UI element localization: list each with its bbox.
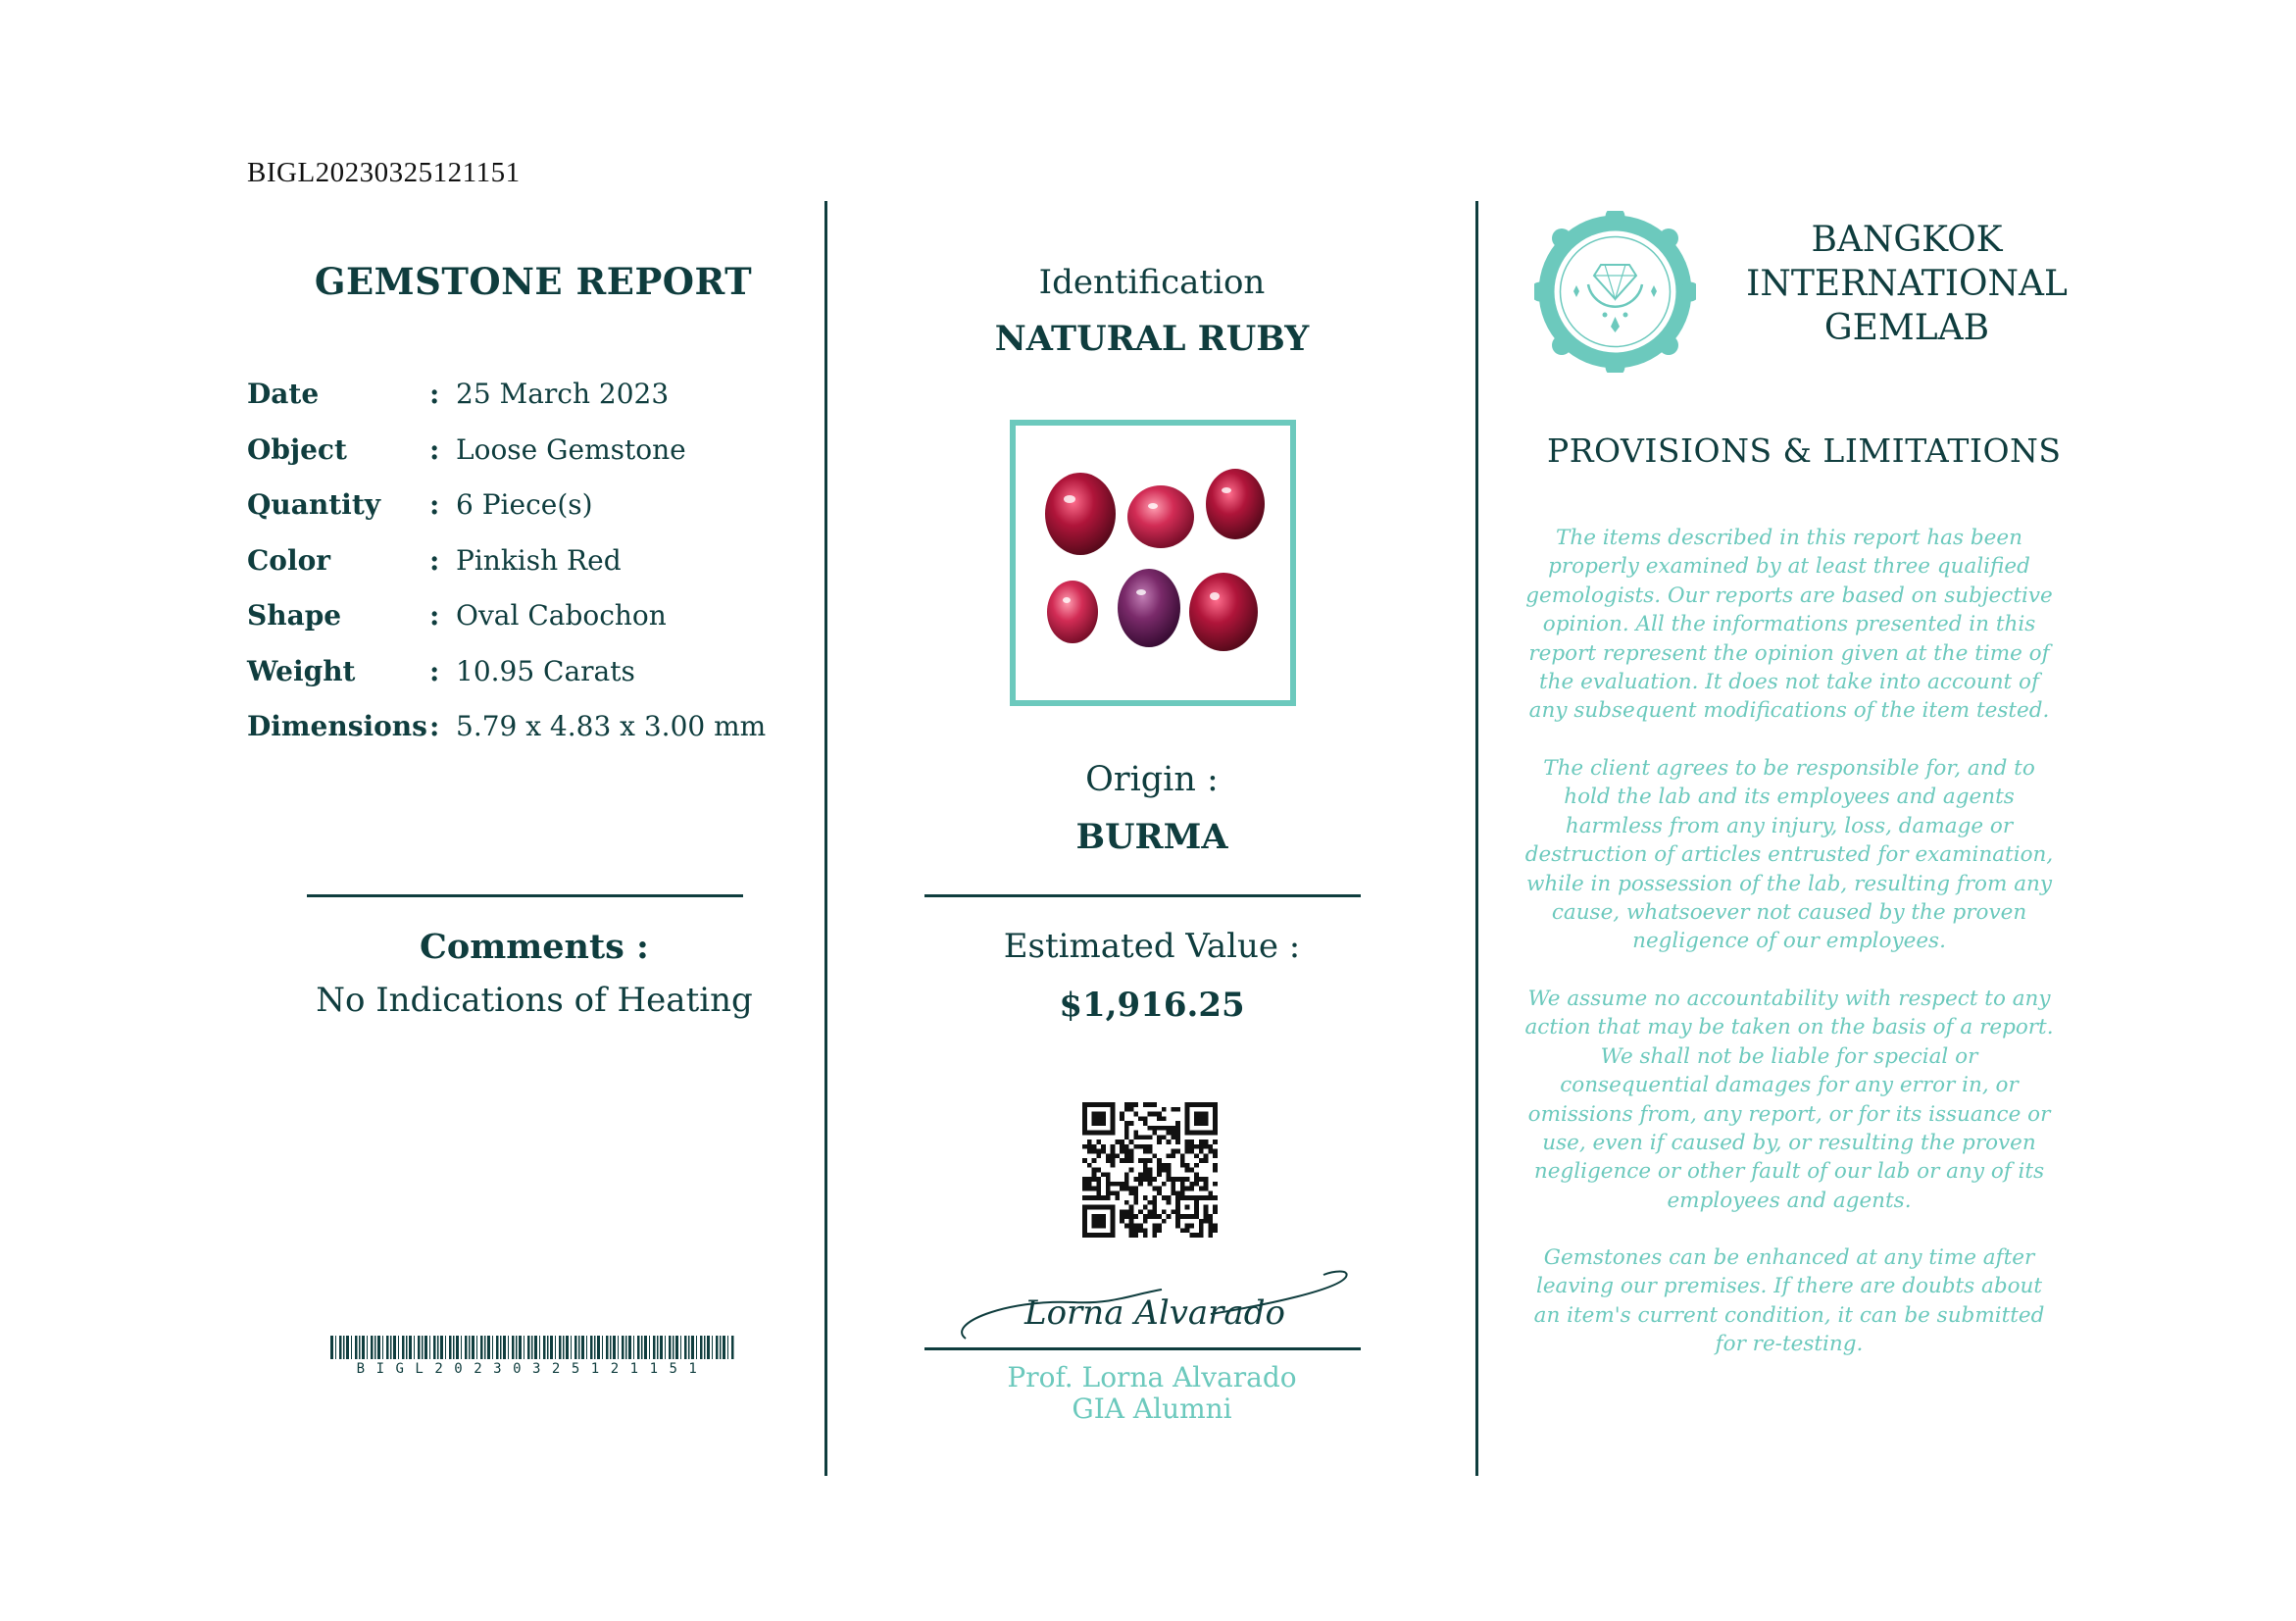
field-row-shape — [247, 599, 835, 642]
divider-estimated-value — [924, 894, 1361, 897]
provisions-title: PROVISIONS & LIMITATIONS — [1547, 431, 2062, 470]
comments-value: No Indications of Heating — [316, 981, 753, 1020]
report-title: GEMSTONE REPORT — [314, 260, 753, 303]
identification-value: NATURAL RUBY — [994, 319, 1310, 359]
signature-image — [946, 1265, 1358, 1353]
field-row-color — [247, 544, 835, 587]
field-row-dimensions — [247, 710, 835, 753]
field-label: Quantity — [247, 488, 381, 521]
field-row-object — [247, 433, 835, 477]
field-colon: : — [429, 655, 440, 687]
origin-value: BURMA — [1075, 817, 1228, 857]
provisions-paragraph-1: The items described in this report has been properly examined by at least three qualified gemologists. Our reports are based on subjective opinion. All the informations presented in this report represent the opinion given at the time of the evaluation. It does not take into account of any subsequent modifications of the item tested. — [1525, 526, 2053, 724]
field-label: Object — [247, 433, 347, 466]
field-colon: : — [429, 378, 440, 410]
comments-label: Comments : — [420, 927, 649, 967]
gemstone-photo — [1010, 420, 1296, 706]
field-label: Weight — [247, 655, 356, 687]
origin-label: Origin : — [1085, 760, 1219, 799]
field-value: Loose Gemstone — [456, 433, 686, 466]
lab-name-line3: GEMLAB — [1823, 308, 1990, 348]
field-label: Dimensions — [247, 710, 427, 742]
field-value: 5.79 x 4.83 x 3.00 mm — [456, 710, 767, 742]
signer-title: GIA Alumni — [1072, 1393, 1232, 1425]
field-value: 6 Piece(s) — [456, 488, 593, 521]
field-value: 25 March 2023 — [456, 378, 670, 410]
field-colon: : — [429, 599, 440, 632]
estimated-value-amount: $1,916.25 — [1059, 986, 1245, 1025]
field-label: Date — [247, 378, 320, 410]
signature-line — [924, 1347, 1361, 1350]
provisions-paragraph-2: The client agrees to be responsible for, and to hold the lab and its employees and agents harmless from any injury, loss, damage or destruction of articles entrusted for examination, while in possession of the lab, resulting from any cause, whatsoever not caused by the proven negligence of our employees. — [1524, 756, 2054, 954]
signer-name: Prof. Lorna Alvarado — [1007, 1361, 1297, 1393]
lab-name — [1735, 218, 2078, 350]
field-row-quantity — [247, 488, 835, 532]
column-divider-right — [1475, 201, 1478, 1476]
field-value: 10.95 Carats — [456, 655, 635, 687]
identification-label: Identification — [1038, 263, 1266, 302]
field-colon: : — [429, 544, 440, 577]
field-value: Oval Cabochon — [456, 599, 667, 632]
provisions-paragraph-4: Gemstones can be enhanced at any time after leaving our premises. If there are doubts about an item's current condition, it can be submitted for re-testing. — [1533, 1245, 2045, 1357]
lab-name-line1: BANGKOK — [1811, 220, 2003, 260]
qr-code — [1082, 1102, 1218, 1238]
field-colon: : — [429, 433, 440, 466]
provisions-paragraph-3: We assume no accountability with respect to any action that may be taken on the basis of a report. We shall not be liable for special or consequential damages for any error in, or omissions from, any report, or for its issuance or use, even if caused by, or resulting the proven negligence or other fault of our lab or any of its employees and agents. — [1524, 987, 2054, 1213]
ruby-stones-image — [1016, 426, 1290, 700]
field-value: Pinkish Red — [456, 544, 622, 577]
estimated-value-label: Estimated Value : — [1003, 927, 1301, 966]
signature-handwriting: Lorna Alvarado — [1024, 1293, 1285, 1333]
field-row-date — [247, 378, 835, 421]
report-id: BIGL20230325121151 — [247, 157, 521, 188]
field-row-weight — [247, 655, 835, 698]
field-label: Shape — [247, 599, 342, 632]
field-colon: : — [429, 710, 440, 742]
barcode-text: BIGL20230325121151 — [330, 1359, 734, 1379]
field-label: Color — [247, 544, 331, 577]
field-colon: : — [429, 488, 440, 521]
lab-seal-logo — [1534, 211, 1696, 373]
lab-name-line2: INTERNATIONAL — [1746, 264, 2068, 304]
divider-comments — [307, 894, 743, 897]
